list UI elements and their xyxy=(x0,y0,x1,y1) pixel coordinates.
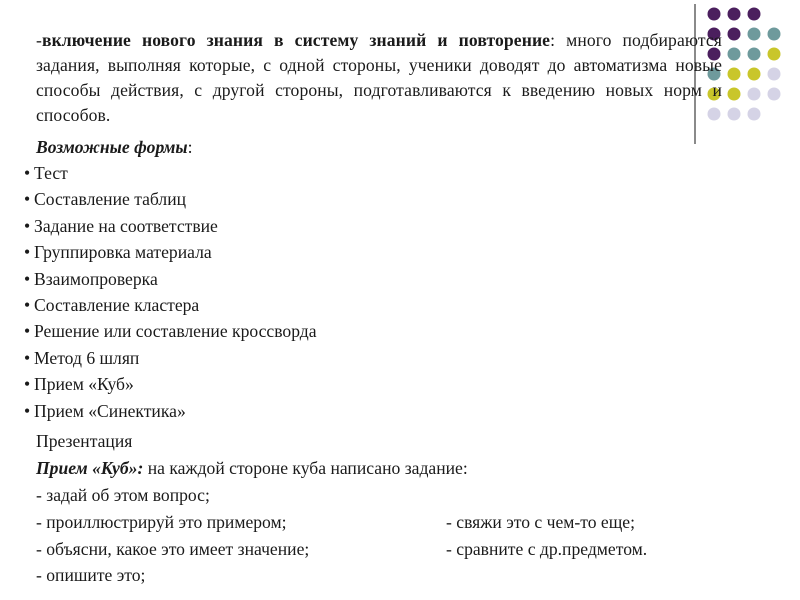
list-item-label: Тест xyxy=(34,163,68,183)
list-item xyxy=(0,239,317,265)
intro-body-text: : много подбираются задания, выполняя которые, с одной стороны, ученики доводят до автоматизма новые способы действия, с другой стороны, подготавливаются к введению новых норм и способов. xyxy=(36,30,722,125)
list-item xyxy=(0,345,317,371)
intro-dash: - xyxy=(36,30,42,50)
forms-heading xyxy=(36,134,193,160)
list-item-label: Составление кластера xyxy=(34,295,200,316)
cube-task-1: - задай об этом вопрос; xyxy=(36,485,210,505)
presentation-line: Презентация xyxy=(36,431,133,451)
bullet-icon: • xyxy=(24,163,31,183)
list-item-label: Взаимопроверка xyxy=(34,268,158,289)
bullet-icon: • xyxy=(24,374,31,395)
forms-list xyxy=(0,160,317,424)
intro-bold-heading: включение нового знания в систему знаний и повторение xyxy=(41,30,551,50)
bullet-icon: • xyxy=(24,321,31,342)
bullet-icon: • xyxy=(24,347,31,368)
bullet-icon: • xyxy=(24,189,31,210)
cube-description: на каждой стороне куба написано задание: xyxy=(143,458,468,478)
forms-colon: : xyxy=(187,137,193,157)
cube-task-5: - свяжи это с чем-то еще; xyxy=(446,512,635,532)
list-item xyxy=(0,266,317,292)
bullet-icon: • xyxy=(24,268,31,289)
list-item xyxy=(0,213,317,239)
list-item xyxy=(0,160,317,186)
list-item-label: Группировка материала xyxy=(34,242,212,263)
list-item xyxy=(0,186,317,212)
list-item xyxy=(0,292,317,318)
list-item xyxy=(0,318,317,344)
list-item-label: Прием «Куб» xyxy=(34,374,134,395)
bullet-icon: • xyxy=(24,295,31,316)
cube-task-2: - проиллюстрируй это примером; xyxy=(36,512,287,532)
intro-paragraph xyxy=(36,28,722,128)
cube-title: Прием «Куб»: xyxy=(36,458,144,478)
forms-title: Возможные формы xyxy=(36,137,188,157)
list-item-label: Составление таблиц xyxy=(34,189,187,210)
list-item-label: Задание на соответствие xyxy=(34,215,218,236)
list-item-label: Решение или составление кроссворда xyxy=(34,321,317,342)
list-item xyxy=(0,371,317,397)
cube-task-4: - опишите это; xyxy=(36,565,146,585)
list-item xyxy=(0,398,317,424)
bullet-icon: • xyxy=(24,215,31,236)
list-item-label: Прием «Синектика» xyxy=(34,400,186,421)
bullet-icon: • xyxy=(24,400,31,421)
bullet-icon: • xyxy=(24,242,31,263)
cube-task-3: - объясни, какое это имеет значение; xyxy=(36,539,310,559)
list-item-label: Метод 6 шляп xyxy=(34,347,140,368)
cube-heading xyxy=(36,455,468,481)
cube-task-6: - сравните с др.предметом. xyxy=(446,539,648,559)
